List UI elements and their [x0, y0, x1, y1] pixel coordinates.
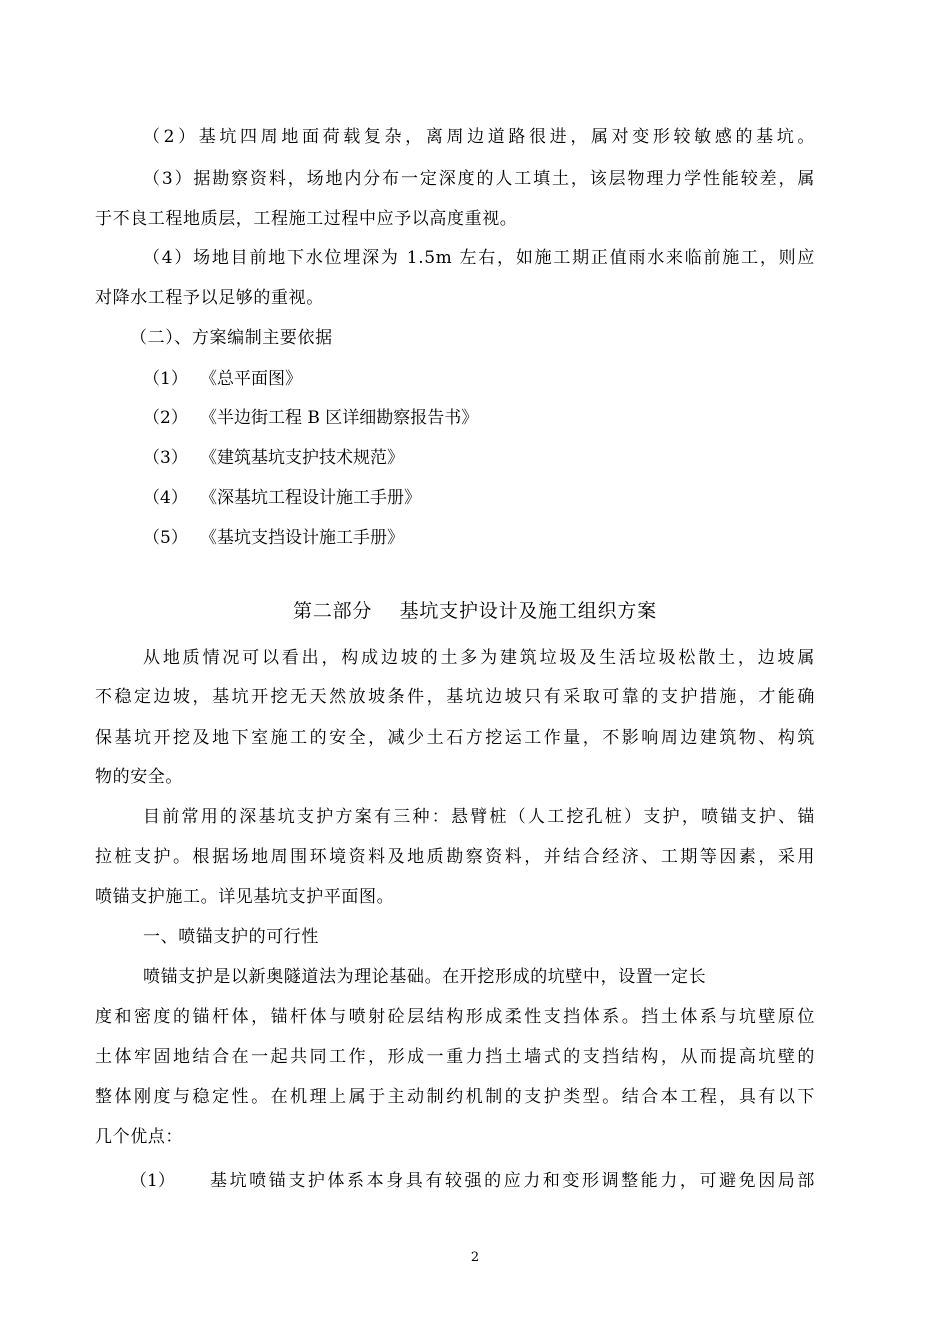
list-item-number: （1）: [143, 369, 188, 389]
list-item-text: 《建筑基坑支护技术规范》: [200, 448, 404, 468]
paragraph-line: 喷锚支护施工。详见基坑支护平面图。: [95, 887, 395, 907]
paragraph-line: 物的安全。: [95, 767, 183, 787]
list-item-number: （4）: [143, 488, 188, 508]
paragraph-line: 拉桩支护。根据场地周围环境资料及地质勘察资料，并结合经济、工期等因素，采用: [95, 847, 815, 867]
paragraph-line: 土体牢固地结合在一起共同工作，形成一重力挡土墙式的支挡结构，从而提高坑壁的: [95, 1047, 815, 1067]
paragraph-line: 目前常用的深基坑支护方案有三种：悬臂桩（人工挖孔桩）支护，喷锚支护、锚: [143, 807, 815, 827]
paragraph-line: 几个优点：: [95, 1127, 183, 1147]
paragraph-line: 于不良工程地质层，工程施工过程中应予以高度重视。: [95, 209, 518, 229]
subsection-heading: 一、喷锚支护的可行性: [143, 927, 319, 947]
paragraph-line: 喷锚支护是以新奥隧道法为理论基础。在开挖形成的坑壁中，设置一定长: [143, 967, 707, 987]
paragraph-line: 保基坑开挖及地下室施工的安全，减少土石方挖运工作量，不影响周边建筑物、构筑: [95, 728, 815, 748]
advantage-text: 基坑喷锚支护体系本身具有较强的应力和变形调整能力，可避免因局部: [210, 1171, 815, 1191]
paragraph-line: 对降水工程予以足够的重视。: [95, 288, 324, 308]
list-item-number: （2）: [143, 408, 188, 428]
part-title: 第二部分 基坑支护设计及施工组织方案: [293, 600, 657, 622]
paragraph-line: （2）基坑四周地面荷载复杂，离周边道路很进，属对变形较敏感的基坑。: [143, 127, 815, 147]
paragraph-line: 度和密度的锚杆体，锚杆体与喷射砼层结构形成柔性支挡体系。挡土体系与坑壁原位: [95, 1007, 815, 1027]
list-item-text: 《半边街工程 B 区详细勘察报告书》: [200, 408, 479, 428]
list-item-text: 《基坑支挡设计施工手册》: [200, 528, 404, 548]
paragraph-line: 从地质情况可以看出，构成边坡的土多为建筑垃圾及生活垃圾松散土，边坡属: [143, 648, 815, 668]
paragraph-line: 不稳定边坡，基坑开挖无天然放坡条件，基坑边坡只有采取可靠的支护措施，才能确: [95, 687, 815, 707]
paragraph-line: 整体刚度与稳定性。在机理上属于主动制约机制的支护类型。结合本工程，具有以下: [95, 1087, 815, 1107]
section-heading-basis: （二）、方案编制主要依据: [130, 328, 333, 348]
list-item-text: 《深基坑工程设计施工手册》: [200, 488, 421, 508]
paragraph-line: （3）据勘察资料，场地内分布一定深度的人工填土，该层物理力学性能较差，属: [143, 169, 815, 189]
list-item-text: 《总平面图》: [200, 369, 302, 389]
paragraph-line: （4）场地目前地下水位埋深为 1.5m 左右，如施工期正值雨水来临前施工，则应: [143, 248, 815, 268]
advantage-number: （1）: [130, 1171, 175, 1191]
list-item-number: （5）: [143, 528, 188, 548]
list-item-number: （3）: [143, 448, 188, 468]
page-number: 2: [470, 1250, 480, 1265]
